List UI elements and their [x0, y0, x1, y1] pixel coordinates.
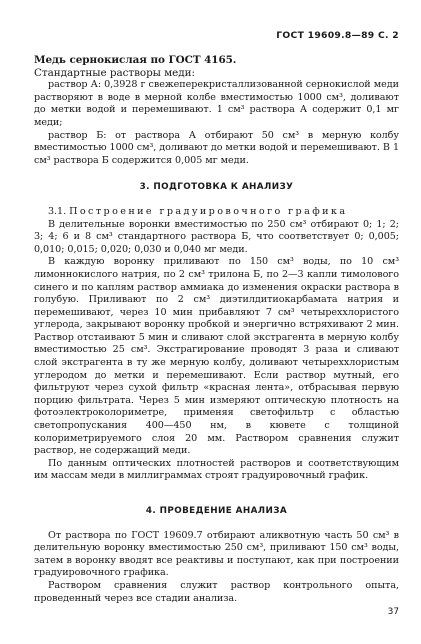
solution-b-paragraph: раствор Б: от раствора А отбирают 50 см³ в мерную колбу вместимостью 1000 см³, доливают до метки водой и перемешивают. В 1 см³ раствора Б содержится 0,005 мг меди. — [34, 129, 399, 166]
page-header: ГОСТ 19609.8—89 С. 2 — [276, 30, 399, 41]
paragraph-graph: По данным оптических плотностей растворов и соответствующим им массам меди в миллиграммах строят градуировочный график. — [34, 457, 399, 482]
paragraph-3-1-number: 3.1. — [48, 205, 67, 217]
paragraph-3-1-title: Построение градуировочного графика — [69, 205, 348, 217]
paragraph-procedure: В каждую воронку приливают по 150 см³ воды, по 10 см³ лимоннокислого натрия, по 2 см³ трилона Б, по 2—3 капли тимолового синего и по каплям раствор аммиака до изменения окраски раствора в голубую. Приливают по 2 см³ диэтилдитиокарбамата натрия и перемешивают, через 10 мин прибавляют 7 см³ четыреххлористого углерода, закрывают воронку пробкой и энергично встряхивают 2 мин. Раствор отстаивают 5 мин и сливают слой экстрагента в мерную колбу вместимостью 25 см³. Экстрагирование проводят 3 раза и сливают слой экстрагента в ту же мерную колбу, доливают четыреххлористым углеродом до метки и перемешивают. Если раствор мутный, его фильтруют через сухой фильтр «красная лента», отбрасывая первую порцию фильтрата. Через 5 мин измеряют оптическую плотность на фотоэлектроколориметре, применяя светофильтр с областью светопропускания 400—450 нм, в кювете с толщиной колориметрируемого слоя 20 мм. Раствором сравнения служит раствор, не содержащий меди. — [34, 256, 399, 457]
solution-a-paragraph: раствор А: 0,3928 г свежеперекристаллизованной сернокислой меди растворяют в воде в мерной колбе вместимостью 1000 см³, доливают до метки водой и перемешивают. 1 см³ раствора А содержит 0,1 мг меди; — [34, 79, 399, 128]
page-number: 37 — [387, 607, 399, 617]
copper-sulfate-line: Медь сернокислая по ГОСТ 4165. — [34, 54, 237, 66]
section-3-title: 3. ПОДГОТОВКА К АНАЛИЗУ — [139, 182, 294, 193]
section-4-title: 4. ПРОВЕДЕНИЕ АНАЛИЗА — [145, 506, 288, 516]
paragraph-4-2: Раствором сравнения служит раствор контрольного опыта, проведенный через все стадии анализа. — [34, 579, 399, 604]
paragraph-4-1: От раствора по ГОСТ 19609.7 отбирают аликвотную часть 50 см³ в делительную воронку вместимостью 250 см³, приливают 150 см³ воды, затем в воронку вводят все реактивы и поступают, как при построении градуировочного графика. — [34, 529, 399, 579]
paragraph-3-1-body: В делительные воронки вместимостью по 250 см³ отбирают 0; 1; 2; 3; 4; 6 и 8 см³ стандартного раствора Б, что соответствует 0; 0,005; 0,010; 0,015; 0,020; 0,030 и 0,040 мг меди. — [34, 218, 399, 255]
standard-solutions-heading: Стандартные растворы меди: — [34, 66, 195, 79]
paragraph-3-1 — [34, 206, 399, 219]
